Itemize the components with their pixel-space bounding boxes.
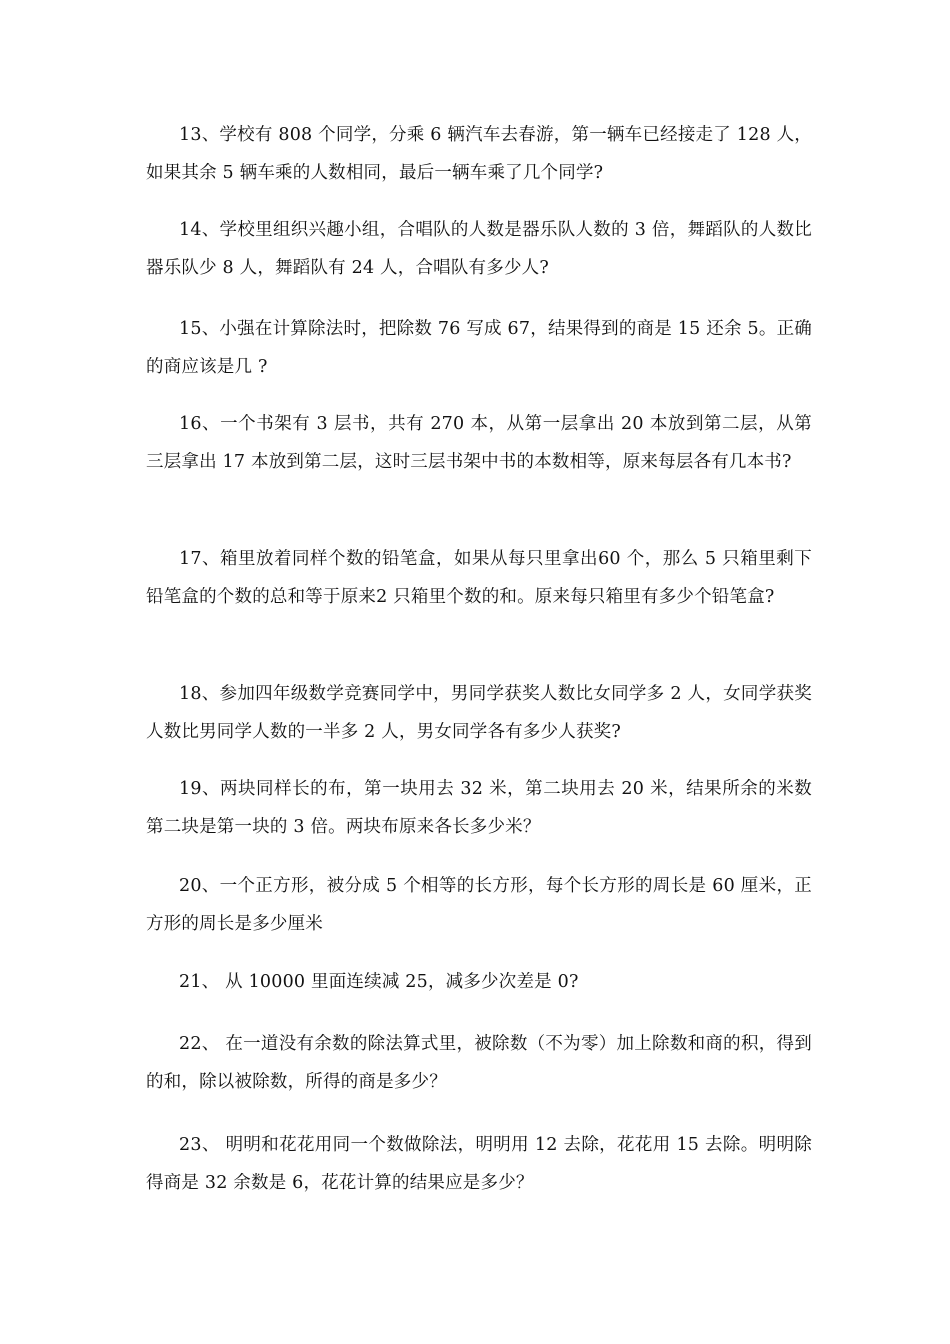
problem-14: 14、学校里组织兴趣小组，合唱队的人数是器乐队人数的 3 倍，舞蹈队的人数比器乐队少 8 人，舞蹈队有 24 人，合唱队有多少人? bbox=[146, 220, 812, 278]
problem-13: 13、学校有 808 个同学，分乘 6 辆汽车去春游，第一辆车已经接走了 128 人，如果其余 5 辆车乘的人数相同，最后一辆车乘了几个同学? bbox=[146, 125, 812, 183]
problem-23: 23、 明明和花花用同一个数做除法，明明用 12 去除，花花用 15 去除。明明除得商是 32 余数是 6，花花计算的结果应是多少？ bbox=[146, 1135, 812, 1193]
problem-15: 15、小强在计算除法时，把除数 76 写成 67，结果得到的商是 15 还余 5。正确的商应该是几 ? bbox=[146, 319, 812, 377]
problem-20: 20、一个正方形，被分成 5 个相等的长方形，每个长方形的周长是 60 厘米，正方形的周长是多少厘米 bbox=[146, 876, 812, 934]
problem-19: 19、两块同样长的布，第一块用去 32 米，第二块用去 20 米，结果所余的米数第二块是第一块的 3 倍。两块布原来各长多少米？ bbox=[146, 779, 812, 837]
problem-18: 18、参加四年级数学竞赛同学中，男同学获奖人数比女同学多 2 人，女同学获奖人数比男同学人数的一半多 2 人，男女同学各有多少人获奖? bbox=[146, 684, 812, 742]
problem-22: 22、 在一道没有余数的除法算式里，被除数（不为零）加上除数和商的积，得到的和，除以被除数，所得的商是多少？ bbox=[146, 1034, 812, 1092]
problem-17: 17、箱里放着同样个数的铅笔盒，如果从每只里拿出60 个，那么 5 只箱里剩下铅笔盒的个数的总和等于原来2 只箱里个数的和。原来每只箱里有多少个铅笔盒? bbox=[146, 549, 812, 607]
problem-16: 16、一个书架有 3 层书，共有 270 本，从第一层拿出 20 本放到第二层，从第三层拿出 17 本放到第二层，这时三层书架中书的本数相等，原来每层各有几本书? bbox=[146, 414, 812, 472]
problem-21: 21、 从 10000 里面连续减 25，减多少次差是 0? bbox=[179, 972, 579, 992]
